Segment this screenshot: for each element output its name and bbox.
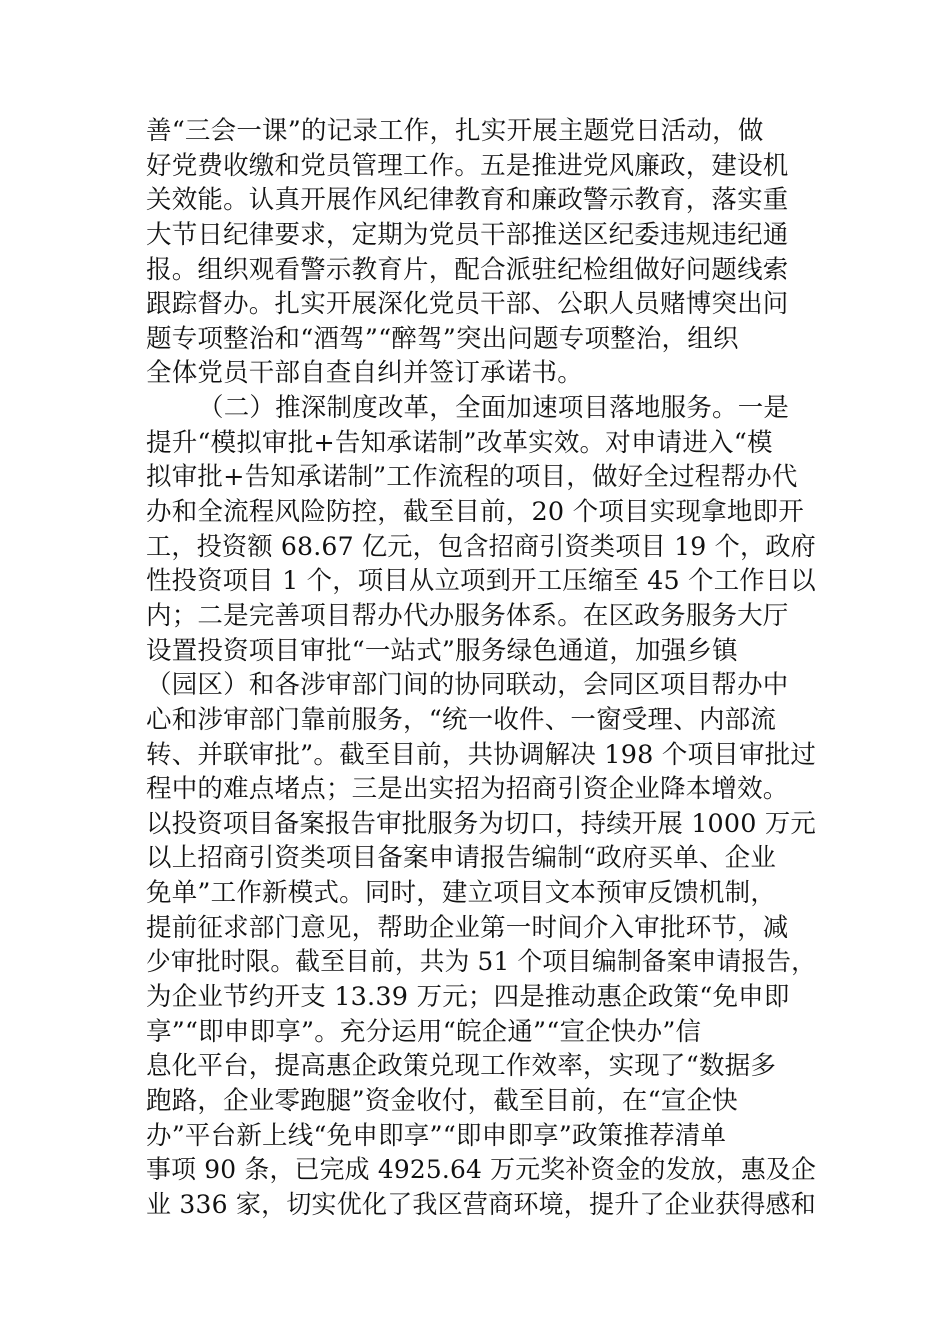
text-line: 以上招商引资类项目备案申请报告编制“政府买单、企业: [146, 843, 777, 874]
body-text: [146, 114, 816, 1223]
text-line: 息化平台，提高惠企政策兑现工作效率，实现了“数据多: [146, 1051, 777, 1082]
text-line: 转、并联审批”。截至目前，共协调解决 198 个项目审批过: [146, 739, 817, 770]
text-line: 心和涉审部门靠前服务，“统一收件、一窗受理、内部流: [146, 704, 777, 735]
text-line: 业 336 家，切实优化了我区营商环境，提升了企业获得感和: [146, 1189, 816, 1220]
text-line: 全体党员干部自查自纠并签订承诺书。: [146, 358, 583, 389]
text-line: 办”平台新上线“免申即享”“即申即享”政策推荐清单: [146, 1120, 727, 1151]
text-line: 善“三会一课”的记录工作，扎实开展主题党日活动，做: [146, 116, 764, 146]
text-line: 报。组织观看警示教育片，配合派驻纪检组做好问题线索: [146, 254, 789, 285]
text-line: 提升“模拟审批+告知承诺制”改革实效。对申请进入“模: [146, 427, 773, 458]
text-line: 办和全流程风险防控，截至目前，20 个项目实现拿地即开: [146, 497, 804, 528]
text-line: 好党费收缴和党员管理工作。五是推进党风廉政，建设机: [146, 150, 789, 181]
text-line: 题专项整治和“酒驾”“醉驾”突出问题专项整治，组织: [146, 323, 739, 354]
text-line: 设置投资项目审批“一站式”服务绿色通道，加强乡镇: [146, 635, 738, 666]
text-line: 跑路，企业零跑腿”资金收付，截至目前，在“宣企快: [146, 1085, 738, 1116]
text-line: 享”“即申即享”。充分运用“皖企通”“宣企快办”信: [146, 1016, 702, 1047]
text-line: （园区）和各涉审部门间的协同联动，会同区项目帮办中: [146, 670, 789, 701]
text-line: 免单”工作新模式。同时，建立项目文本预审反馈机制，: [146, 878, 777, 909]
text-line: 关效能。认真开展作风纪律教育和廉政警示教育，落实重: [146, 185, 789, 216]
text-line: 为企业节约开支 13.39 万元；四是推动惠企政策“免申即: [146, 982, 790, 1013]
text-line: 提前征求部门意见，帮助企业第一时间介入审批环节，减: [146, 912, 789, 943]
text-line: 事项 90 条，已完成 4925.64 万元奖补资金的发放，惠及企: [146, 1155, 817, 1186]
text-line: 以投资项目备案报告审批服务为切口，持续开展 1000 万元: [146, 808, 816, 839]
text-line: 拟审批+告知承诺制”工作流程的项目，做好全过程帮办代: [146, 462, 798, 493]
text-line: 大节日纪律要求，定期为党员干部推送区纪委违规违纪通: [146, 219, 789, 250]
text-line: 跟踪督办。扎实开展深化党员干部、公职人员赌博突出问: [146, 289, 789, 320]
text-line: 程中的难点堵点；三是出实招为招商引资企业降本增效。: [146, 774, 789, 805]
text-line: 内；二是完善项目帮办代办服务体系。在区政务服务大厅: [146, 600, 789, 631]
section-heading-line: （二）推深制度改革，全面加速项目落地服务。一是: [198, 393, 790, 424]
text-line: 工，投资额 68.67 亿元，包含招商引资类项目 19 个，政府: [146, 531, 816, 562]
text-line: 性投资项目 1 个，项目从立项到开工压缩至 45 个工作日以: [146, 566, 816, 597]
text-line: 少审批时限。截至目前，共为 51 个项目编制备案申请报告，: [146, 947, 817, 978]
